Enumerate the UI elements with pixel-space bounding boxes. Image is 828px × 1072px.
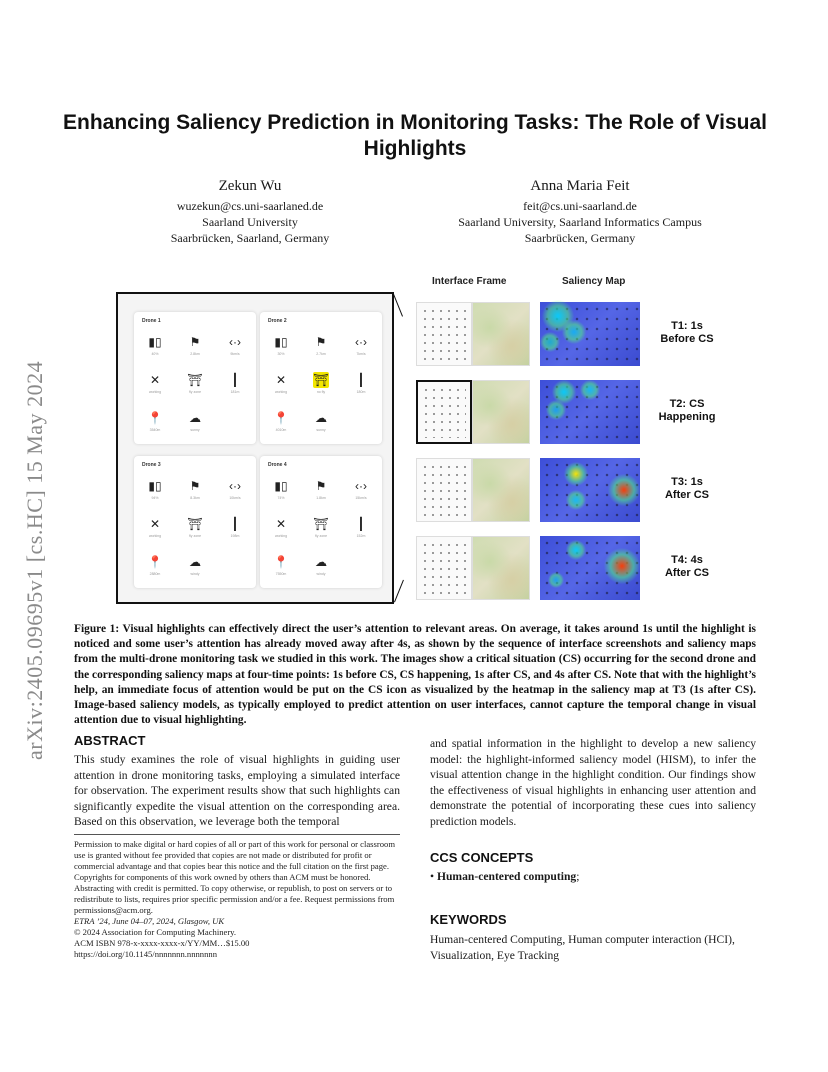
figure-1 — [116, 272, 716, 612]
time-point-line: Happening — [658, 411, 716, 423]
flag-icon: ⚑ — [189, 335, 201, 349]
status-label: 7km/s — [356, 352, 366, 356]
callout-line — [393, 294, 403, 317]
col-head-interface-frame: Interface Frame — [432, 276, 507, 287]
status-cell — [140, 410, 170, 440]
propeller-icon: ✕ — [149, 517, 161, 531]
author-email: feit@cs.uni-saarland.de — [523, 199, 637, 213]
footnote — [74, 839, 400, 960]
time-point-label — [642, 476, 732, 502]
propeller-icon: ✕ — [149, 373, 161, 387]
interface-frame-thumbnail — [416, 458, 472, 522]
weather-icon: ☁ — [189, 555, 201, 569]
status-cell — [306, 334, 336, 364]
status-cell — [180, 554, 210, 584]
author-email: wuzekun@cs.uni-saarlaned.de — [176, 199, 324, 213]
status-label: 10km/s — [229, 496, 241, 500]
time-point-label — [642, 398, 732, 424]
status-label: 1.8km — [316, 496, 326, 500]
zoomed-interface-panel — [116, 292, 394, 604]
arxiv-stamp: arXiv:2405.09695v1 [cs.HC] 15 May 2024 — [22, 360, 47, 760]
interface-frame-thumbnail — [416, 302, 472, 366]
author-location: Saarbrücken, Germany — [524, 231, 636, 245]
status-cell — [266, 516, 296, 546]
author-affiliation: Saarland University — [202, 215, 298, 229]
time-point-line: T2: CS — [669, 398, 705, 410]
status-cell — [306, 516, 336, 546]
battery-icon: ▮▯ — [274, 479, 288, 493]
battery-icon: ▮▯ — [148, 335, 162, 349]
author-name: Anna Maria Feit — [530, 178, 630, 194]
keywords-heading: KEYWORDS — [430, 912, 507, 927]
status-label: 15km/s — [355, 496, 367, 500]
weather-icon: ☁ — [315, 411, 327, 425]
status-label: 94% — [151, 496, 159, 500]
flag-icon: ⚑ — [315, 479, 327, 493]
map-thumbnail — [472, 302, 530, 366]
drone-card-3 — [134, 456, 256, 588]
map-thumbnail — [472, 380, 530, 444]
status-label: 152m — [356, 534, 366, 538]
location-pin-icon: 📍 — [273, 411, 289, 425]
heatmap-blob — [566, 490, 586, 510]
col-head-saliency-map: Saliency Map — [562, 276, 626, 287]
status-cell — [266, 554, 296, 584]
drone-card-2 — [260, 312, 382, 444]
keywords: Human-centered Computing, Human computer interaction (HCI), Visualization, Eye Tracking — [430, 933, 735, 962]
status-label: working — [148, 390, 162, 394]
status-cell — [306, 372, 336, 402]
status-cell — [140, 478, 170, 508]
signal-icon: ‹·› — [355, 479, 367, 493]
time-point-line: T1: 1s — [671, 320, 703, 332]
time-point-line: After CS — [664, 567, 709, 579]
isbn: ACM ISBN 978-x-xxxx-xxxx-x/YY/MM…$15.00 — [74, 938, 250, 948]
status-cell — [180, 372, 210, 402]
signal-icon: ‹·› — [229, 479, 241, 493]
flag-icon: ⚑ — [189, 479, 201, 493]
altitude-icon: ┃ — [231, 373, 239, 387]
heatmap-blob — [540, 332, 560, 352]
status-cell — [346, 372, 376, 402]
status-label: windy — [316, 572, 326, 576]
heatmap-blob — [608, 474, 640, 506]
gate-icon: ⛩ — [187, 517, 203, 531]
location-pin-icon: 📍 — [147, 411, 163, 425]
author-block-2 — [420, 176, 740, 246]
status-cell — [306, 554, 336, 584]
status-label: 40% — [151, 352, 159, 356]
status-cell — [180, 334, 210, 364]
ccs-heading: CCS CONCEPTS — [430, 850, 534, 865]
propeller-icon: ✕ — [275, 373, 287, 387]
status-label: 74% — [277, 496, 285, 500]
gate-icon: ⛩ — [313, 373, 329, 387]
status-label: working — [274, 534, 288, 538]
gate-icon: ⛩ — [187, 373, 203, 387]
status-label: 7550m — [275, 572, 287, 576]
status-cell — [346, 516, 376, 546]
battery-icon: ▮▯ — [148, 479, 162, 493]
status-cell — [220, 478, 250, 508]
author-affiliation: Saarland University, Saarland Informatics Campus — [458, 215, 702, 229]
status-cell — [266, 334, 296, 364]
ccs-item-tail: ; — [576, 870, 580, 883]
drone-title: Drone 2 — [268, 318, 287, 324]
heatmap-blob — [604, 548, 640, 584]
status-label: 198m — [230, 534, 240, 538]
doi: https://doi.org/10.1145/nnnnnnn.nnnnnnn — [74, 949, 217, 959]
status-label: 181m — [230, 390, 240, 394]
paper-title: Enhancing Saliency Prediction in Monitoring Tasks: The Role of Visual Highlights — [62, 111, 767, 160]
status-cell — [180, 478, 210, 508]
saliency-map — [540, 380, 640, 444]
status-cell — [306, 410, 336, 440]
permission-notice: Permission to make digital or hard copies of all or part of this work for personal or classroom use is granted without fee provided that copies are not made or distributed for profit or commercial advantage and that copies bear this notice and the full citation on the first page. Copyrights for components of this work owned by others than ACM must be honored. Abstracting with credit is permitted. To copy otherwise, or republish, to post on servers or to redistribute to lists, requires prior specific permission and/or a fee. Request permissions from permissions@acm.org. — [74, 839, 395, 915]
saliency-map — [540, 302, 640, 366]
ccs-concepts — [430, 870, 579, 883]
drone-title: Drone 1 — [142, 318, 161, 324]
status-cell — [140, 554, 170, 584]
status-label: 8.3km — [190, 496, 200, 500]
abstract-text-right: and spatial information in the highlight to develop a new saliency model: the highlight-informed saliency model (HISM), to infer the visual attention change in the highlight condition. Our findings show the effectiveness of visual highlights in enhancing user attention and demonstrate the potential of incorporating these cues into saliency prediction models. — [430, 737, 756, 828]
status-label: 30% — [277, 352, 285, 356]
ccs-item: Human-centered computing — [436, 870, 577, 883]
heatmap-blob — [562, 320, 586, 344]
gate-icon: ⛩ — [313, 517, 329, 531]
status-label: fly zone — [314, 534, 328, 538]
altitude-icon: ┃ — [357, 517, 365, 531]
time-point-line: T4: 4s — [671, 554, 703, 566]
abstract-text-left: This study examines the role of visual highlights in guiding user attention in drone monitoring tasks, employing a simulated interface for observation. The experiment results show that such highlights can significantly expedite the visual attention on the corresponding area. Based on this observation, we leverage both the temporal — [74, 753, 400, 828]
heatmap-blob — [546, 400, 566, 420]
status-cell — [220, 334, 250, 364]
status-cell — [220, 372, 250, 402]
heatmap-blob — [564, 462, 588, 486]
status-cell — [140, 516, 170, 546]
callout-line — [394, 580, 404, 603]
time-point-line: Before CS — [660, 333, 714, 345]
status-label: 2880m — [149, 572, 161, 576]
status-cell — [140, 334, 170, 364]
status-label: working — [148, 534, 162, 538]
drone-title: Drone 4 — [268, 462, 287, 468]
flag-icon: ⚑ — [315, 335, 327, 349]
status-label: fly zone — [188, 534, 202, 538]
heatmap-blob — [548, 572, 564, 588]
status-cell — [180, 410, 210, 440]
status-label: 4010m — [275, 428, 287, 432]
location-pin-icon: 📍 — [147, 555, 163, 569]
venue: ETRA ’24, June 04–07, 2024, Glasgow, UK — [74, 916, 225, 926]
status-label: no fly — [316, 390, 326, 394]
status-label: fly zone — [188, 390, 202, 394]
status-label: 180m — [356, 390, 366, 394]
status-label: windy — [190, 572, 200, 576]
status-cell — [346, 334, 376, 364]
status-label: 2.8km — [190, 352, 200, 356]
map-thumbnail — [472, 536, 530, 600]
status-cell — [266, 478, 296, 508]
copyright: © 2024 Association for Computing Machinery. — [74, 927, 237, 937]
status-cell — [346, 478, 376, 508]
drone-card-4 — [260, 456, 382, 588]
drone-card-1 — [134, 312, 256, 444]
figure-caption: Figure 1: Visual highlights can effectively direct the user’s attention to relevant areas. On average, it takes around 1s until the highlight is noticed and some user’s attention has already moved away after 4s, as shown by the sequence of interface screenshots and saliency maps from the multi-drone monitoring task we studied in this work. The images show a critical situation (CS) occurring for the second drone and the corresponding saliency maps at four-time points: 1s before CS, CS happening, 1s after CS, and 4s after CS. Note that with the highlight’s help, an immediate focus of attention would be put on the CS icon as visualized by the heatmap in the saliency map at T3 (1s after CS). Image-based saliency models, as typically employed to predict attention on user interfaces, cannot capture the temporal change in visual attention due to visual highlighting. — [74, 623, 756, 727]
status-label: sunny — [190, 428, 200, 432]
interface-frame-thumbnail — [416, 380, 472, 444]
time-point-label — [642, 554, 732, 580]
heatmap-blob — [566, 540, 586, 560]
saliency-map — [540, 536, 640, 600]
time-point-label — [642, 320, 732, 346]
status-cell — [220, 516, 250, 546]
status-label: 3540m — [149, 428, 161, 432]
heatmap-blob — [580, 380, 600, 400]
bullet: • — [430, 870, 437, 883]
signal-icon: ‹·› — [229, 335, 241, 349]
weather-icon: ☁ — [315, 555, 327, 569]
author-name: Zekun Wu — [218, 178, 282, 194]
time-point-line: After CS — [664, 489, 709, 501]
battery-icon: ▮▯ — [274, 335, 288, 349]
author-location: Saarbrücken, Saarland, Germany — [170, 231, 330, 245]
map-thumbnail — [472, 458, 530, 522]
status-label: working — [274, 390, 288, 394]
interface-frame-thumbnail — [416, 536, 472, 600]
status-cell — [180, 516, 210, 546]
status-label: 9km/s — [230, 352, 240, 356]
altitude-icon: ┃ — [357, 373, 365, 387]
status-label: 2.7km — [316, 352, 326, 356]
time-point-line: T3: 1s — [671, 476, 703, 488]
saliency-map — [540, 458, 640, 522]
author-block-1 — [140, 176, 360, 246]
status-cell — [306, 478, 336, 508]
propeller-icon: ✕ — [275, 517, 287, 531]
signal-icon: ‹·› — [355, 335, 367, 349]
status-cell — [140, 372, 170, 402]
status-label: sunny — [316, 428, 326, 432]
status-cell — [266, 410, 296, 440]
abstract-heading: ABSTRACT — [74, 733, 146, 748]
status-cell — [266, 372, 296, 402]
footnote-divider — [74, 834, 400, 835]
weather-icon: ☁ — [189, 411, 201, 425]
drone-title: Drone 3 — [142, 462, 161, 468]
altitude-icon: ┃ — [231, 517, 239, 531]
location-pin-icon: 📍 — [273, 555, 289, 569]
